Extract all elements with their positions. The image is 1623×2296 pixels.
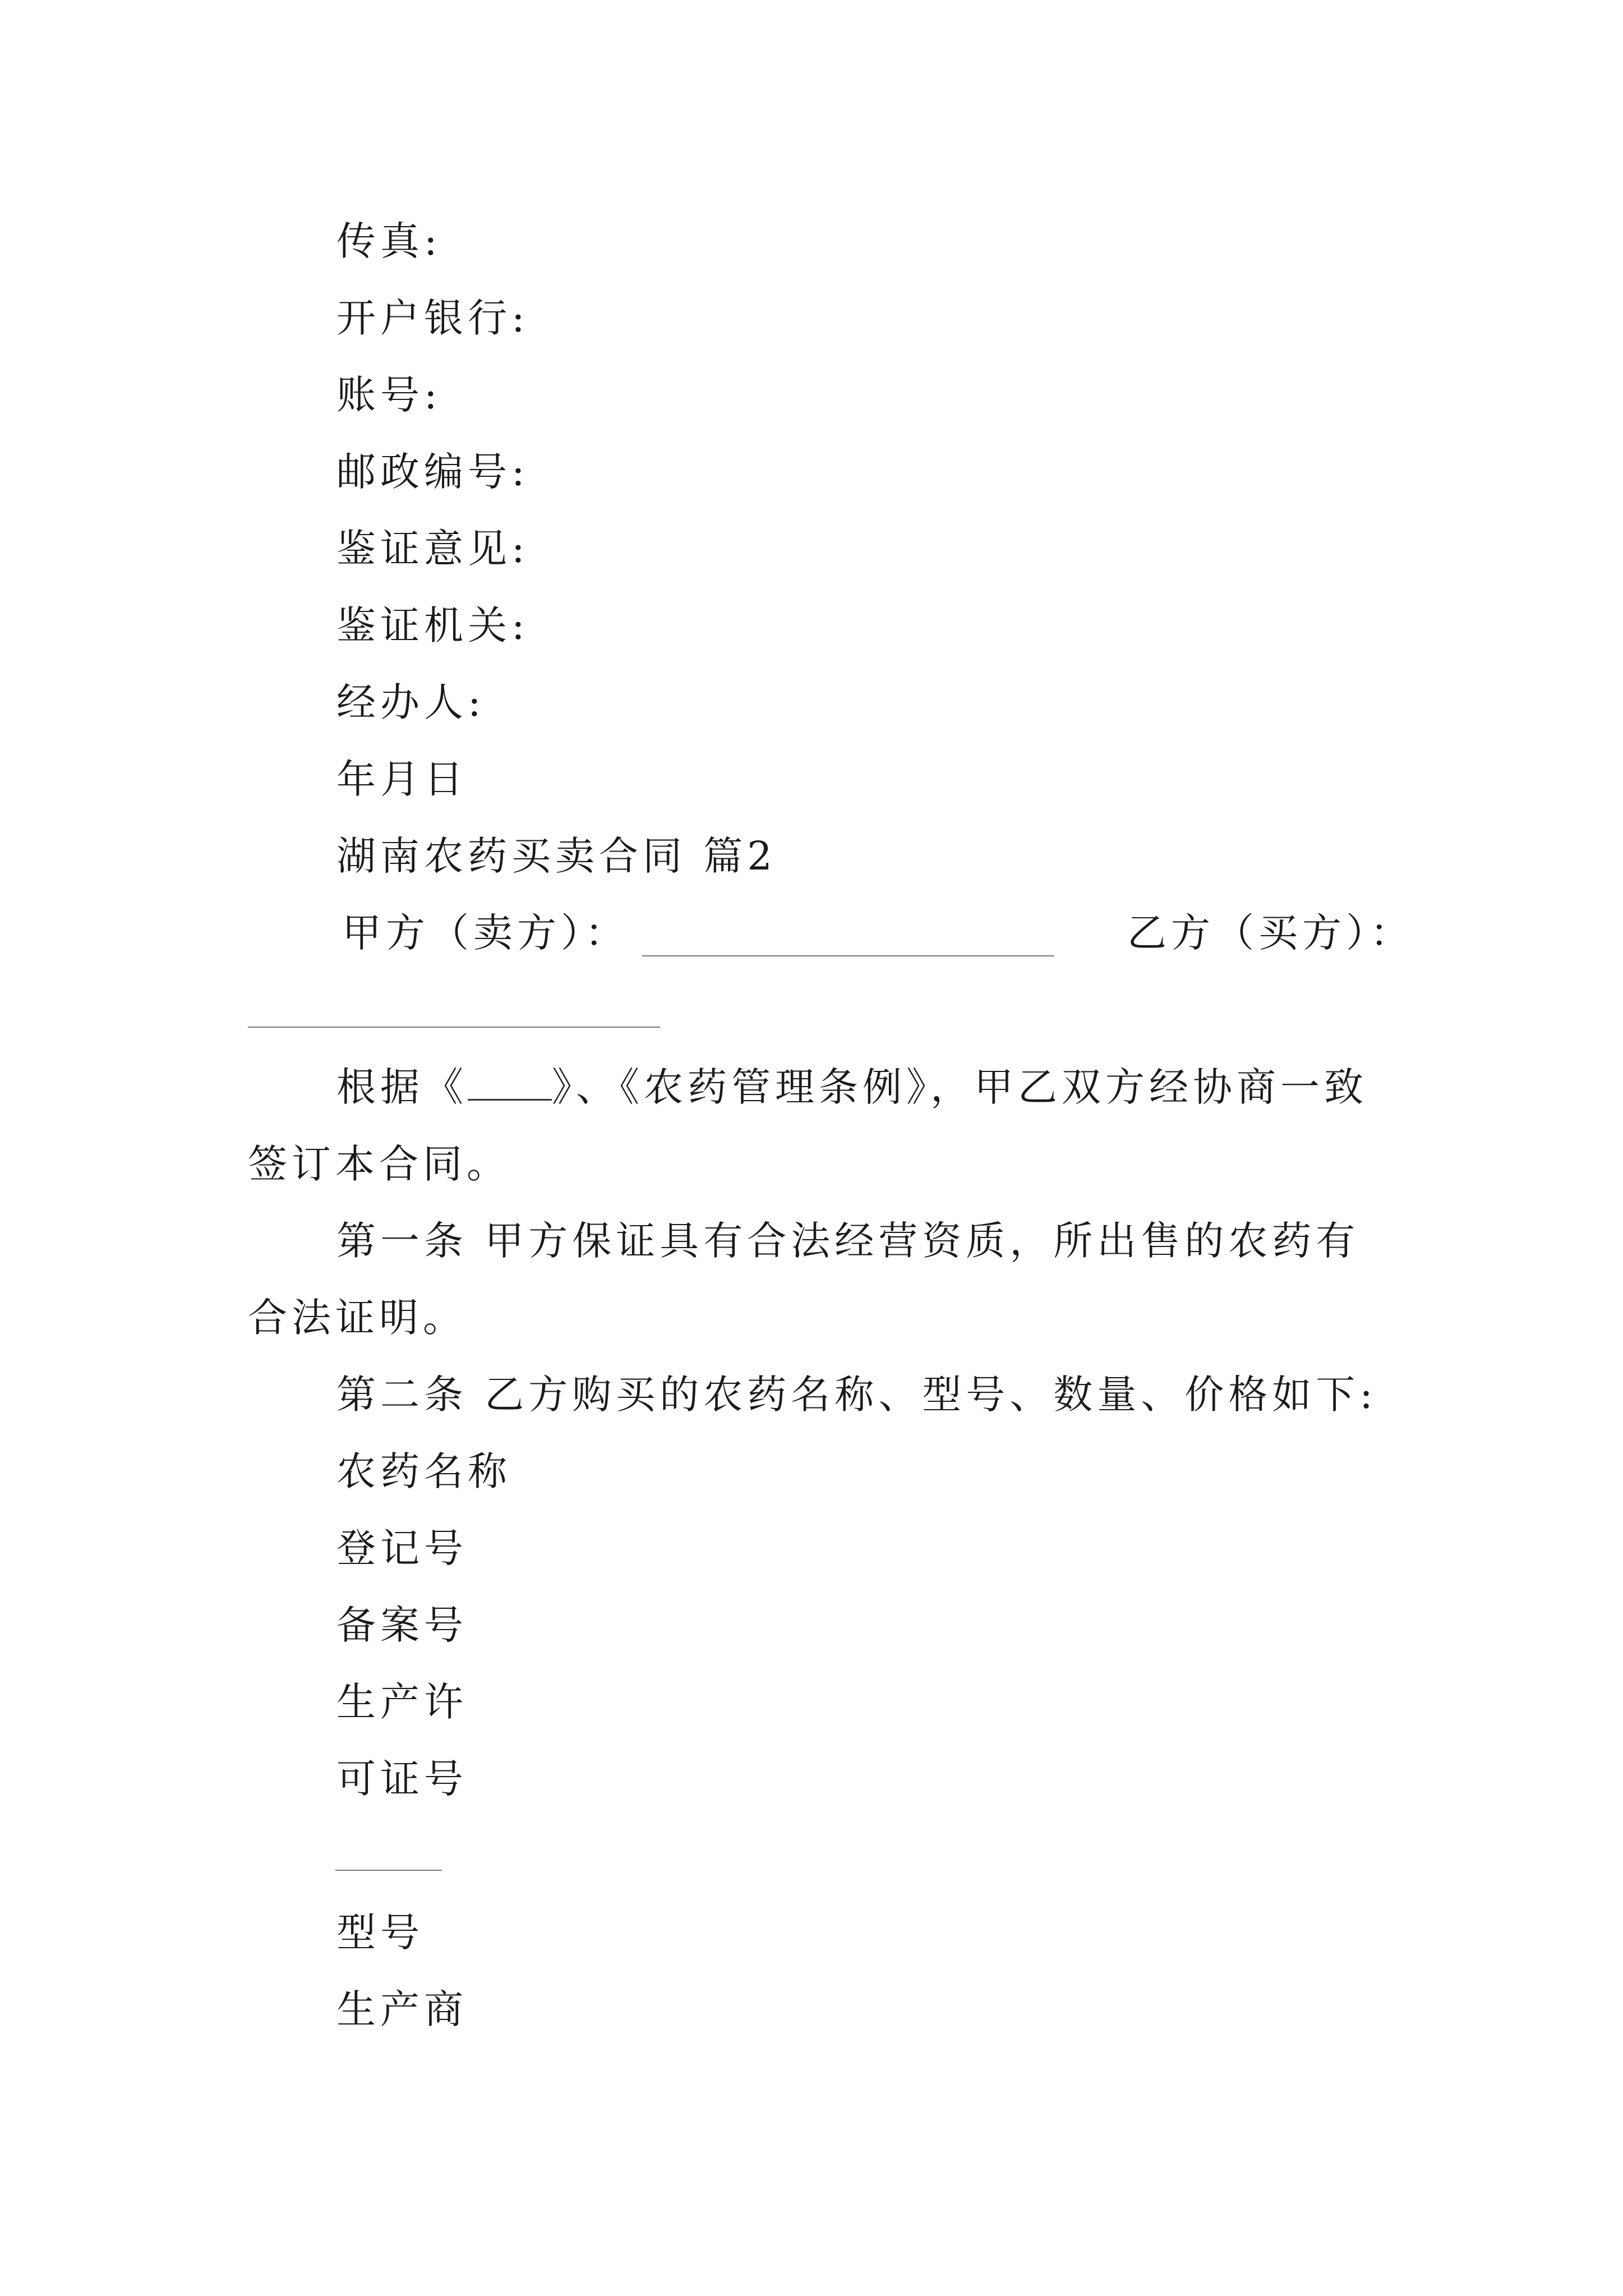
buyer-blank-line <box>248 1027 660 1028</box>
law-name-blank <box>468 1065 552 1101</box>
postcode-label: 邮政编号: <box>336 449 529 495</box>
header-registration-no: 登记号 <box>336 1525 468 1571</box>
handler-label: 经办人: <box>336 679 486 725</box>
header-license-line-1: 生产许 <box>336 1679 468 1725</box>
short-separator <box>335 1870 442 1871</box>
basis-continuation: 签订本合同。 <box>248 1141 510 1187</box>
header-model: 型号 <box>336 1910 424 1955</box>
header-license-line-2: 可证号 <box>336 1756 468 1802</box>
article-2: 第二条 乙方购买的农药名称、型号、数量、价格如下: <box>336 1372 1377 1418</box>
header-record-no: 备案号 <box>336 1602 468 1648</box>
seller-label: 甲方（卖方）： <box>342 910 629 956</box>
article-1-line-2: 合法证明。 <box>248 1295 467 1341</box>
basis-paragraph <box>336 1062 1368 1112</box>
fax-label: 传真: <box>336 218 442 264</box>
header-producer: 生产商 <box>336 1986 468 2032</box>
basis-suffix: 》、《农药管理条例》，甲乙双方经协商一致 <box>552 1064 1368 1110</box>
section-title: 湖南农药买卖合同 篇2 <box>336 833 777 879</box>
notary-office-label: 鉴证机关: <box>336 602 529 648</box>
date-label: 年月日 <box>336 756 468 802</box>
buyer-label: 乙方（买方）： <box>1127 910 1414 956</box>
bank-label: 开户银行: <box>336 295 529 341</box>
notary-opinion-label: 鉴证意见: <box>336 526 529 572</box>
header-pesticide-name: 农药名称 <box>336 1448 511 1494</box>
account-label: 账号: <box>336 372 442 418</box>
seller-blank-line <box>642 955 1054 956</box>
basis-prefix: 根据《 <box>336 1064 468 1110</box>
article-1-line-1: 第一条 甲方保证具有合法经营资质，所出售的农药有 <box>336 1218 1360 1264</box>
